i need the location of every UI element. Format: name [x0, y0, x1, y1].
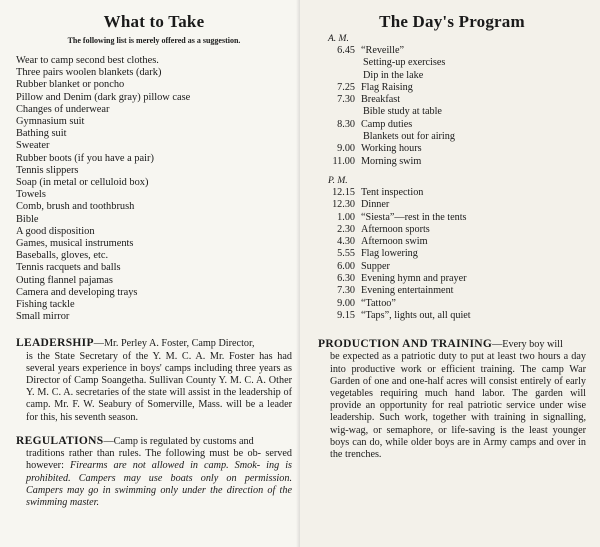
- schedule-time: 7.30: [337, 285, 355, 297]
- schedule-time: 9.15: [337, 309, 355, 321]
- list-item: Small mirror: [16, 311, 70, 323]
- schedule-row: [318, 82, 586, 94]
- list-item: Camera and developing trays: [16, 286, 138, 298]
- schedule-time: [318, 70, 361, 82]
- list-item: Fishing tackle: [16, 299, 75, 311]
- list-item: Tennis slippers: [16, 164, 79, 176]
- schedule-event: Evening hymn and prayer: [361, 273, 467, 285]
- regulations-italic-rest: ing is prohibited. Campers may use boats only on permission. Campers may go in swimming only under the direction of the swimming master.: [26, 460, 292, 508]
- list-item: Bible: [16, 213, 39, 225]
- schedule-event: Afternoon swim: [361, 236, 428, 248]
- schedule-event: “Taps”, lights out, all quiet: [361, 309, 471, 321]
- list-item: Games, musical instruments: [16, 238, 134, 250]
- schedule-row: [318, 224, 586, 236]
- schedule-time: 9.00: [337, 297, 355, 309]
- list-item: Rubber blanket or poncho: [16, 79, 125, 91]
- list-item: A good disposition: [16, 225, 95, 237]
- schedule-event: Supper: [361, 260, 390, 272]
- right-page: [300, 0, 600, 547]
- schedule-event: “Siesta”—rest in the tents: [361, 211, 467, 223]
- schedule-event: Working hours: [361, 143, 422, 155]
- schedule-row: [318, 236, 586, 248]
- regulations-section: [16, 435, 292, 509]
- regulations-first-line: [16, 435, 292, 448]
- schedule-time: 6.30: [337, 273, 355, 285]
- schedule-event: Blankets out for airing: [363, 131, 455, 143]
- leadership-first-line: [16, 337, 292, 350]
- schedule-time: 9.00: [337, 143, 355, 155]
- schedule-event: Bible study at table: [363, 106, 442, 118]
- schedule-time: 5.55: [337, 248, 355, 260]
- schedule-time: 2.30: [337, 223, 355, 235]
- schedule-row: [318, 143, 586, 155]
- schedule-row: [318, 57, 586, 69]
- schedule-event: Tent inspection: [361, 186, 424, 198]
- leadership-first-text: —Mr. Perley A. Foster, Camp Director,: [93, 338, 255, 350]
- list-item: Wear to camp second best clothes.: [16, 55, 159, 66]
- schedule-event: Dinner: [361, 199, 390, 211]
- list-item: Comb, brush and toothbrush: [16, 201, 135, 213]
- list-item: Sweater: [16, 140, 50, 152]
- schedule-row: [318, 248, 586, 260]
- schedule-time: 6.45: [337, 45, 355, 56]
- schedule-time: 7.30: [337, 94, 355, 106]
- list-item: Pillow and Denim (dark gray) pillow case: [16, 91, 191, 103]
- schedule-row: [318, 45, 586, 57]
- production-heading: PRODUCTION AND TRAINING: [318, 338, 493, 351]
- regulations-line-2: traditions rather than rules. The following must be ob-: [26, 448, 262, 460]
- leadership-body: is the State Secretary of the Y. M. C. A. Mr. Foster has had several years experience in boys' camps including three years as Director of Camp Soangetha. Sullivan County Y. M. C. A. Other Y. M. C. A. secretaries of the state will assist in the leadership of camp. Mr. F. W. Seabury of Somerville, Mass. will be a leader for this, his seventh season.: [26, 350, 292, 423]
- schedule-event: Evening entertainment: [361, 285, 454, 297]
- pm-label: P. M.: [328, 175, 348, 186]
- regulations-heading: REGULATIONS: [16, 434, 104, 447]
- schedule-event: “Reveille”: [361, 45, 404, 56]
- production-section: [318, 338, 586, 461]
- production-body: be expected as a patriotic duty to put at least two hours a day into productive work or efficient training. The camp War Garden of one and one-half acres will consist entirely of early vegetables requiring much hand labor. The garden will provide an opportunity for real patriotic service under wise leadership. Such work, together with training in signalling, wig-wag, or semaphore, or life-saving is the least younger boys can do, while older boys are in Army camps and over in the trenches.: [330, 351, 586, 461]
- schedule-event: Camp duties: [361, 118, 413, 130]
- schedule-row: [318, 261, 586, 273]
- schedule-row: [318, 131, 586, 143]
- packing-list: [16, 55, 292, 323]
- schedule-event: Morning swim: [361, 155, 422, 167]
- schedule-row: [318, 119, 586, 131]
- production-first-text: —Every boy will: [492, 339, 563, 351]
- schedule-row: [318, 199, 586, 211]
- am-label: A. M.: [328, 34, 349, 44]
- schedule-event: Breakfast: [361, 94, 401, 106]
- what-to-take-subtitle: The following list is merely offered as a suggestion.: [67, 36, 241, 45]
- schedule-time: [318, 106, 361, 118]
- schedule-row: [318, 70, 586, 82]
- schedule-row: [318, 106, 586, 118]
- regulations-body: [16, 448, 292, 509]
- days-program-title: The Day's Program: [379, 12, 525, 31]
- list-item: Gymnasium suit: [16, 116, 85, 128]
- list-item: Towels: [16, 189, 46, 201]
- schedule-time: 12.15: [332, 186, 355, 198]
- schedule-row: [318, 212, 586, 224]
- schedule-row: [318, 187, 586, 199]
- schedule-time: 6.00: [337, 260, 355, 272]
- schedule-event: Afternoon sports: [361, 223, 430, 235]
- schedule-event: Dip in the lake: [363, 69, 424, 81]
- schedule-time: 12.30: [332, 199, 355, 211]
- leadership-section: [16, 337, 292, 423]
- schedule-time: 4.30: [337, 236, 355, 248]
- am-schedule: [318, 45, 586, 168]
- schedule-time: [318, 57, 361, 69]
- regulations-line-3: served however:: [26, 448, 293, 472]
- what-to-take-title: What to Take: [103, 12, 205, 31]
- regulations-first-text: —Camp is regulated by customs and: [103, 435, 254, 447]
- schedule-row: [318, 285, 586, 297]
- list-item: Bathing suit: [16, 128, 67, 140]
- list-item: Baseballs, gloves, etc.: [16, 250, 109, 262]
- schedule-event: Setting-up exercises: [363, 57, 446, 69]
- list-item: Outing flannel pajamas: [16, 274, 113, 286]
- schedule-row: [318, 156, 586, 168]
- regulations-line-3-italic: Firearms are not allowed in camp. Smok-: [69, 460, 261, 472]
- schedule-row: [318, 310, 586, 322]
- schedule-time: 11.00: [332, 155, 355, 167]
- schedule-event: Flag lowering: [361, 248, 418, 260]
- schedule-time: 8.30: [337, 118, 355, 130]
- list-item: Three pairs woolen blankets (dark): [16, 67, 162, 79]
- list-item: Soap (in metal or celluloid box): [16, 177, 149, 189]
- list-item: Tennis racquets and balls: [16, 262, 121, 274]
- schedule-event: Flag Raising: [361, 81, 413, 93]
- schedule-time: 7.25: [337, 81, 355, 93]
- schedule-time: 1.00: [337, 211, 355, 223]
- list-item: Changes of underwear: [16, 103, 110, 115]
- schedule-event: “Tattoo”: [361, 297, 396, 309]
- leadership-heading: LEADERSHIP: [16, 337, 94, 350]
- schedule-row: [318, 94, 586, 106]
- pm-schedule: [318, 187, 586, 322]
- production-first-line: [318, 338, 586, 351]
- schedule-row: [318, 273, 586, 285]
- list-item: Rubber boots (if you have a pair): [16, 152, 154, 164]
- schedule-time: [318, 131, 361, 143]
- schedule-row: [318, 298, 586, 310]
